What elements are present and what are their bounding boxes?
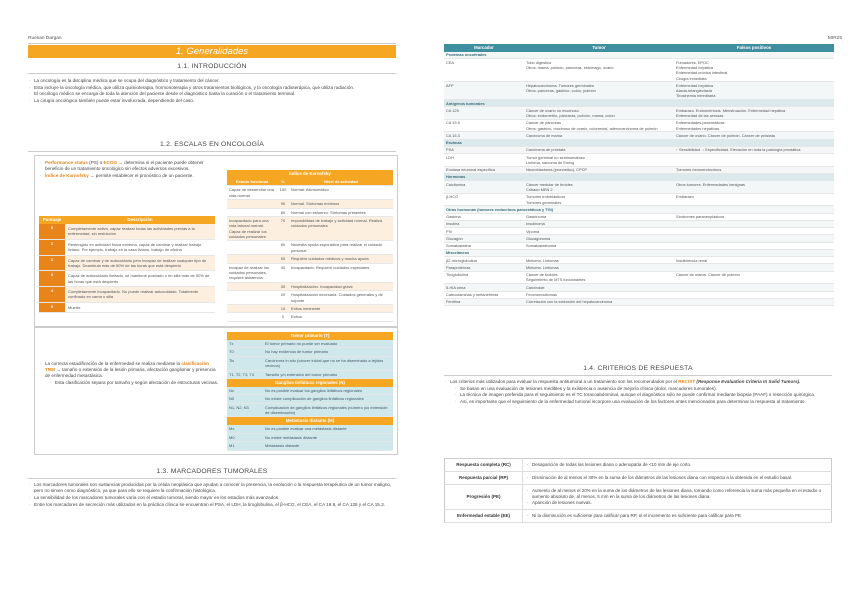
marker-name: PSA bbox=[444, 146, 524, 153]
intro-item: · Esta incluye la oncología médica, que utiliza quimioterapia, hormonoterapia y otros tratamientos biológicos, y la oncología radioterápica, que utiliza radiación. bbox=[28, 85, 396, 91]
ecog-table bbox=[39, 216, 215, 313]
table-row bbox=[227, 433, 393, 441]
ecog-description: Restringido en actividad física extrema, capaz de caminar y realizar trabajo liviano. Por ejemplo, trabajo en la casa liviano, trabajo de oficina bbox=[65, 239, 215, 255]
ecog-grade: 1 bbox=[39, 239, 65, 255]
criteria-sublist bbox=[454, 386, 832, 406]
karnofsky-state bbox=[227, 255, 277, 263]
marker-name: β-HCG bbox=[444, 193, 524, 206]
karnofsky-term: Índice de Karnofsky bbox=[45, 172, 89, 178]
tnm-code: T1, T2, T3, T4 bbox=[227, 370, 263, 378]
karnofsky-state bbox=[227, 304, 277, 312]
marker-tumor: Feocromocitomas bbox=[524, 291, 674, 298]
karnofsky-activity: Requiere cuidados médicos y mucha ayuda bbox=[289, 255, 393, 263]
marker-category: Otras hormonas (tumores endocrinos pancreáticos y TGI) bbox=[444, 206, 834, 213]
section-marcadores: 1.3. MARCADORES TUMORALES bbox=[156, 468, 268, 475]
marker-name: CEA bbox=[444, 59, 524, 82]
tnm-description: No existe metástasis distante bbox=[263, 433, 393, 441]
karnofsky-activity: Hospitalización necesaria. Cuidados generales y de soporte bbox=[289, 291, 393, 305]
marker-false-positive: Tumores neuroendocrinos bbox=[674, 166, 834, 173]
ecog-grade: 2 bbox=[39, 255, 65, 271]
karnofsky-state bbox=[227, 282, 277, 290]
marker-name: CA 15.3 bbox=[444, 132, 524, 139]
marker-tumor: Insulinoma bbox=[524, 220, 674, 227]
tnm-code: M1 bbox=[227, 442, 263, 450]
markers-header: Tumor bbox=[524, 44, 674, 52]
karnofsky-percent: 60 bbox=[277, 241, 289, 255]
table-row bbox=[444, 235, 834, 242]
karnofsky-state: Incapaz de realizar los cuidados personales, requiere asistencia bbox=[227, 263, 277, 282]
marker-tumor: Mieloma. Linfomas bbox=[524, 257, 674, 264]
marker-false-positive bbox=[674, 242, 834, 249]
marker-tumor: Carcinoma de próstata bbox=[524, 146, 674, 153]
karnofsky-activity: Normal. Síntomas mínimos bbox=[289, 200, 393, 208]
marker-item: · La sensibilidad de los marcadores tumorales varía con el estadio tumoral, siendo mayor en los estadios más avanzados. bbox=[28, 495, 396, 501]
table-row bbox=[444, 146, 834, 153]
tnm-code: T0 bbox=[227, 348, 263, 356]
marker-category-row bbox=[444, 249, 834, 256]
karnofsky-percent: 40 bbox=[277, 263, 289, 282]
table-row bbox=[444, 82, 834, 100]
marker-tumor: Tumor germinal no seminomatoso Linfoma, sarcoma de Ewing bbox=[524, 154, 674, 167]
tnm-text-a: La correcta estadificación de la enfermedad se realiza mediante la bbox=[45, 361, 182, 366]
recist-full: (Response Evaluation Criteria In Solid Tumors). bbox=[695, 379, 801, 384]
karnofsky-activity: Imposibilidad de trabajo y actividad normal. Realiza cuidados personales bbox=[289, 216, 393, 241]
karnofsky-table bbox=[227, 170, 393, 322]
marker-category-row bbox=[444, 173, 834, 180]
marker-tumor: Tubo digestivo Otros: mama, pulmón, páncreas, estómago, ovario bbox=[524, 59, 674, 82]
marker-false-positive: Embarazo bbox=[674, 193, 834, 206]
tnm-code: Mx bbox=[227, 425, 263, 433]
marker-tumor: Correlación con la extensión del hepatocarcinoma bbox=[524, 298, 674, 305]
tnm-section-title: Ganglios linfáticos regionales (N) bbox=[227, 378, 393, 386]
table-row bbox=[445, 459, 832, 472]
marker-name: CA 19.9 bbox=[444, 119, 524, 132]
marker-false-positive: Insuficiencia renal bbox=[674, 257, 834, 264]
marker-category: Misceláneos bbox=[444, 249, 834, 256]
table-row bbox=[39, 224, 215, 239]
karnofsky-activity: Exitus inminente bbox=[289, 304, 393, 312]
marker-name: Paraproteínas bbox=[444, 264, 524, 271]
tnm-code: Tis bbox=[227, 356, 263, 370]
karnofsky-percent: 90 bbox=[277, 200, 289, 208]
tnm-description: Complicación de ganglios linfáticos regionales (número y/o extensión de diseminación) bbox=[263, 403, 393, 417]
ecog-description: Completamente incapacitado. No puede realizar autocuidado. Totalmente confinado en cama o silla bbox=[65, 287, 215, 303]
response-definition: · Aumento de al menos el 20% en la suma de los diámetros de las lesiones diana, tomando como referencia la suma más pequeña en el estudio o aumento absoluto de, al menos, 5 mm en la suma de los diámetros de las lesiones diana. · Aparición de lesiones nuevas. bbox=[523, 485, 832, 510]
tnm-description: Metástasis distante bbox=[263, 442, 393, 450]
marker-false-positive: Cáncer de mama. Cáncer de pulmón bbox=[674, 271, 834, 284]
marker-tumor: Carcinoide bbox=[524, 284, 674, 291]
marker-tumor: Tumores trofoblásticos Tumores germinales bbox=[524, 193, 674, 206]
ecog-header-score: Puntuaje bbox=[39, 216, 65, 224]
marker-category: Hormonas bbox=[444, 173, 834, 180]
karnofsky-percent: 50 bbox=[277, 255, 289, 263]
marker-category-row bbox=[444, 206, 834, 213]
intro-item: · La cirugía oncológica también puede estar involucrada, dependiendo del caso. bbox=[28, 98, 396, 104]
marker-name: Enolasa neuronal específica bbox=[444, 166, 524, 173]
response-type: Respuesta completa (RC) bbox=[445, 459, 523, 472]
marker-false-positive bbox=[674, 220, 834, 227]
ecog-term: ECOG bbox=[103, 160, 118, 165]
marker-false-positive bbox=[674, 235, 834, 242]
marker-name: Somatostatina bbox=[444, 242, 524, 249]
ecog-grade: 4 bbox=[39, 287, 65, 303]
tnm-text-d: Esta clasificación separa por tamaño y según afectación de estructuras vecinas. bbox=[55, 380, 219, 386]
marker-category: Proteínas oncofetales bbox=[444, 52, 834, 59]
criteria-item: · La técnica de imagen preferida para el seguimiento es el TC toracoabdominal, aunque el diagnóstico sólo se puede confirmar mediante biopsia (PAAF) o resección quirúrgica. bbox=[454, 392, 832, 398]
table-row bbox=[39, 302, 215, 312]
marker-false-positive bbox=[674, 284, 834, 291]
marker-tumor: Carcinoma de mama bbox=[524, 132, 674, 139]
markers-header: Falsos positivos bbox=[674, 44, 834, 52]
karnofsky-percent: 20 bbox=[277, 291, 289, 305]
table-row bbox=[444, 291, 834, 298]
table-row bbox=[39, 239, 215, 255]
response-type: Respuesta parcial (RP) bbox=[445, 472, 523, 485]
criteria-text-a: Los criterios más utilizados para evaluar la respuesta antitumoral a un tratamiento son los recomendados por el bbox=[450, 379, 679, 384]
marker-name: LDH bbox=[444, 154, 524, 167]
marker-false-positive: ↑ Sensibilidad. ↓ Especificidad. Elevación en toda la patología prostática bbox=[674, 146, 834, 153]
tnm-text-c: → tamaño o extensión de la lesión primaria, afectación ganglionar y presencia de enfermedad metastásica. bbox=[45, 367, 216, 379]
tnm-description: No es posible evaluar los ganglios linfáticos regionales bbox=[263, 387, 393, 395]
marker-name: Catecolaminas y metanefrinas bbox=[444, 291, 524, 298]
marker-false-positive bbox=[674, 154, 834, 167]
marker-category-row bbox=[444, 100, 834, 107]
table-row bbox=[444, 107, 834, 120]
karnofsky-header: Nivel de actividad bbox=[289, 178, 393, 186]
table-row bbox=[444, 298, 834, 305]
ecog-grade: 0 bbox=[39, 224, 65, 239]
marker-category: Antígenos tumorales bbox=[444, 100, 834, 107]
marker-false-positive: Enfermedad hepática Ataxia-telangiectasia Tirosinemia hereditaria bbox=[674, 82, 834, 100]
tnm-code: N0 bbox=[227, 395, 263, 403]
table-row bbox=[227, 255, 393, 263]
markers-header: Marcador bbox=[444, 44, 524, 52]
karnofsky-state bbox=[227, 241, 277, 255]
table-row bbox=[227, 186, 393, 200]
marker-tumor: Mieloma. Linfomas bbox=[524, 264, 674, 271]
table-row bbox=[227, 403, 393, 417]
table-row bbox=[444, 284, 834, 291]
marker-name: PIV bbox=[444, 228, 524, 235]
karnofsky-state: Capaz de desarrollar una vida normal bbox=[227, 186, 277, 200]
recist-term: RECIST bbox=[678, 379, 696, 384]
table-row bbox=[227, 442, 393, 450]
intro-item: · La oncología es la disciplina médica que se ocupa del diagnóstico y tratamiento del cáncer. bbox=[28, 78, 396, 84]
table-row bbox=[227, 356, 393, 370]
markers-list bbox=[28, 482, 396, 508]
karnofsky-percent: 100 bbox=[277, 186, 289, 200]
table-row bbox=[227, 313, 393, 321]
karnofsky-activity: Hospitalización. Incapacidad grave bbox=[289, 282, 393, 290]
table-row bbox=[227, 263, 393, 282]
table-row bbox=[227, 425, 393, 433]
marker-false-positive bbox=[674, 298, 834, 305]
table-row bbox=[444, 213, 834, 220]
tnm-description: El tumor primario no puede ser evaluado bbox=[263, 340, 393, 348]
karnofsky-activity: Normal. Asintomático bbox=[289, 186, 393, 200]
table-row bbox=[444, 119, 834, 132]
karnofsky-percent: 30 bbox=[277, 282, 289, 290]
chapter-title: 1. Generalidades bbox=[28, 45, 396, 58]
table-row bbox=[39, 255, 215, 271]
karnofsky-activity: Exitus bbox=[289, 313, 393, 321]
table-row bbox=[444, 228, 834, 235]
marker-name: Insulina bbox=[444, 220, 524, 227]
marker-false-positive bbox=[674, 291, 834, 298]
marker-name: Gastrina bbox=[444, 213, 524, 220]
table-row bbox=[227, 387, 393, 395]
response-type: Progresión (PE) bbox=[445, 485, 523, 510]
tnm-box bbox=[34, 327, 398, 455]
marker-false-positive bbox=[674, 264, 834, 271]
marker-false-positive: Enfermedades pancreáticas Enfermedades hepáticas bbox=[674, 119, 834, 132]
marker-category-row bbox=[444, 52, 834, 59]
table-row bbox=[444, 264, 834, 271]
markers-table bbox=[444, 44, 834, 306]
table-row bbox=[445, 485, 832, 510]
table-row bbox=[39, 271, 215, 287]
ecog-description: Capaz de autocuidado limitado, se mantiene postrado o en silla más de 50% de las horas que está despierto bbox=[65, 271, 215, 287]
marker-name: Glucagón bbox=[444, 235, 524, 242]
karnofsky-percent: 70 bbox=[277, 216, 289, 241]
table-row bbox=[444, 181, 834, 194]
table-row bbox=[444, 166, 834, 173]
karnofsky-state: Incapacitado para una vida laboral normal. Capaz de realizar los cuidados personales bbox=[227, 216, 277, 241]
marker-tumor: Neuroblastoma (pronóstico), CPCP bbox=[524, 166, 674, 173]
ecog-description: Completamente activo, capaz realizar todas las actividades previas a la enfermedad, sin restricción bbox=[65, 224, 215, 239]
marker-name: CA 125 bbox=[444, 107, 524, 120]
marker-false-positive: Cáncer de ovario. Cáncer de pulmón. Cáncer de próstata bbox=[674, 132, 834, 139]
right-page bbox=[424, 0, 848, 599]
section-criterios: 1.4. CRITERIOS DE RESPUESTA bbox=[583, 365, 693, 372]
marker-tumor: Cáncer de ovario no mucinoso Otros: endometrio, páncreas, pulmón, mama, colon bbox=[524, 107, 674, 120]
karnofsky-header: Estado funcional bbox=[227, 178, 277, 186]
table-row bbox=[444, 59, 834, 82]
tnm-code: Nx bbox=[227, 387, 263, 395]
karnofsky-header: % bbox=[277, 178, 289, 186]
criteria-item: · Así, es importante que el seguimiento de la enfermedad tumoral incorpore una evaluación de los factores antes mencionados para determinar la respuesta al tratamiento. bbox=[454, 399, 832, 405]
marker-false-positive: Síndromes paraneoplásicos bbox=[674, 213, 834, 220]
karnofsky-title: Índice de Karnofsky bbox=[227, 170, 393, 178]
table-row bbox=[444, 220, 834, 227]
ecog-grade: 5 bbox=[39, 302, 65, 312]
tnm-description: Tamaño y/o extensión del tumor primario bbox=[263, 370, 393, 378]
table-row bbox=[227, 200, 393, 208]
table-row bbox=[444, 257, 834, 264]
marker-name: β2-microglobulina bbox=[444, 257, 524, 264]
table-row bbox=[444, 242, 834, 249]
marker-item: · Entre los marcadores de secreción más utilizados en la práctica clínica se encuentran el PSA, el LDH, la tiroglobulina, el β-HCG, el CEA, el CA 19.9, el CA 125 y el CA 15.3. bbox=[28, 502, 396, 508]
criteria-item: · Se basan en una evaluación de lesiones medibles y la existencia o ausencia de mejoría clínica (dolor, marcadores tumorales). bbox=[454, 386, 832, 392]
table-row bbox=[39, 287, 215, 303]
table-row bbox=[445, 472, 832, 485]
karnofsky-description: → permite establecer el pronóstico de un paciente. bbox=[88, 172, 194, 178]
table-row bbox=[444, 193, 834, 206]
marker-category: Enzimas bbox=[444, 139, 834, 146]
table-row bbox=[444, 271, 834, 284]
intro-list bbox=[28, 78, 396, 105]
ps-text: (PS) o bbox=[87, 160, 104, 165]
table-row bbox=[227, 340, 393, 348]
table-row bbox=[227, 395, 393, 403]
karnofsky-activity: Necesita ayuda esporádica para realizar el cuidado personal bbox=[289, 241, 393, 255]
marker-name: Tiroglobulina bbox=[444, 271, 524, 284]
table-row bbox=[227, 370, 393, 378]
table-row bbox=[227, 348, 393, 356]
marker-tumor: Cáncer medular de tiroides Cribado MEN 2 bbox=[524, 181, 674, 194]
karnofsky-percent: 10 bbox=[277, 304, 289, 312]
intro-item: · El oncólogo médico se encarga de toda la atención del paciente desde el diagnóstico hasta la curación o el tratamiento terminal. bbox=[28, 91, 396, 97]
marker-tumor: Hepatocarcinoma. Tumores germinales Otros: páncreas, gástrico, colon, pulmón bbox=[524, 82, 674, 100]
karnofsky-state bbox=[227, 208, 277, 216]
marker-false-positive bbox=[674, 228, 834, 235]
table-row bbox=[227, 291, 393, 305]
table-row bbox=[227, 282, 393, 290]
ecog-description: Capaz de caminar y de autocuidado pero incapaz de realizar cualquier tipo de trabajo. Deambula más de 50% de las horas que está despierto bbox=[65, 255, 215, 271]
criteria-text bbox=[444, 379, 832, 406]
karnofsky-activity: Normal con esfuerzo. Síntomas presentes bbox=[289, 208, 393, 216]
ecog-header-desc: Descripción bbox=[65, 216, 215, 224]
marker-tumor: Cáncer de páncreas Otros: gástrico, mucinoso de ovario, colorrectal, adenocarcinoma de pulmón bbox=[524, 119, 674, 132]
tnm-term: clasificación TNM bbox=[45, 361, 209, 373]
table-row bbox=[227, 216, 393, 241]
tnm-table bbox=[227, 332, 393, 451]
marker-false-positive: Fumadores, EPOC Enfermedad hepática Enfermedad crónica intestinal Cirugía inmediata bbox=[674, 59, 834, 82]
marker-name: 5-HIA orina bbox=[444, 284, 524, 291]
tnm-code: M0 bbox=[227, 433, 263, 441]
response-table bbox=[444, 458, 832, 523]
marker-tumor: Gastrinoma bbox=[524, 213, 674, 220]
tnm-code: Tx bbox=[227, 340, 263, 348]
ps-description: → determina si el paciente puede obtener beneficio de un tratamiento oncológico sin efectos adversos excesivos. bbox=[45, 160, 204, 172]
marker-name: AFP bbox=[444, 82, 524, 100]
karnofsky-state bbox=[227, 200, 277, 208]
marker-name: Calcitonina bbox=[444, 181, 524, 194]
response-type: Enfermedad estable (EE) bbox=[445, 510, 523, 523]
table-row bbox=[227, 241, 393, 255]
code-header: MIR25 bbox=[827, 36, 842, 41]
table-row bbox=[444, 132, 834, 139]
table-row bbox=[227, 304, 393, 312]
tnm-text bbox=[39, 361, 219, 387]
table-row bbox=[444, 154, 834, 167]
tnm-description: No es posible evaluar una metástasis distante bbox=[263, 425, 393, 433]
scales-list bbox=[39, 160, 219, 180]
author-header: Ruesan Dargan bbox=[28, 36, 62, 41]
karnofsky-state bbox=[227, 313, 277, 321]
marker-tumor: Somatostatinoma bbox=[524, 242, 674, 249]
marker-item: · Los marcadores tumorales son sustancias producidas por la célula neoplásica que ayudan a conocer la presencia, la evolución o la respuesta terapéutica de un tumor maligno, pero no sirven como diagnóstico, ya que para ello se requiere la confirmación histológica. bbox=[28, 482, 396, 494]
marker-tumor: Vipoma bbox=[524, 228, 674, 235]
table-row bbox=[227, 208, 393, 216]
response-definition: · Desaparición de todas las lesiones diana o adenopatía de <10 mm de eje corto. bbox=[523, 459, 832, 472]
tnm-code: N1, N2, N3 bbox=[227, 403, 263, 417]
ecog-grade: 3 bbox=[39, 271, 65, 287]
karnofsky-activity: Incapacitado. Requiere cuidados especiales bbox=[289, 263, 393, 282]
marker-false-positive: Otros tumores. Enfermedades benignas bbox=[674, 181, 834, 194]
marker-false-positive: Embarazo. Endometriosis. Menstruación. Enfermedad hepática Enfermedad de las serosas bbox=[674, 107, 834, 120]
karnofsky-state bbox=[227, 291, 277, 305]
response-definition: · Ni la disminución es suficiente para calificar para RP, ni el incremento es suficiente para calificar para PE. bbox=[523, 510, 832, 523]
marker-tumor: Cáncer de tiroides Seguimiento de MTS funcionantes bbox=[524, 271, 674, 284]
response-definition: · Disminución de al menos el 30% en la suma de los diámetros de las lesiones diana con respecto a la obtenida en el estudio basal. bbox=[523, 472, 832, 485]
section-escalas: 1.2. ESCALAS EN ONCOLOGÍA bbox=[160, 141, 264, 148]
karnofsky-percent: 80 bbox=[277, 208, 289, 216]
table-row bbox=[445, 510, 832, 523]
marker-tumor: Glucagonoma bbox=[524, 235, 674, 242]
performance-status-term: Performance status bbox=[45, 160, 88, 165]
tnm-section-title: Tumor primario (T) bbox=[227, 332, 393, 340]
marker-name: Ferritina bbox=[444, 298, 524, 305]
ecog-description: Muerte bbox=[65, 302, 215, 312]
tnm-description: Carcinoma in situ (cáncer inicial que no se ha diseminado a tejidos vecinos) bbox=[263, 356, 393, 370]
tnm-description: No existe complicación de ganglios linfáticos regionales bbox=[263, 395, 393, 403]
tnm-section-title: Metástasis distante (M) bbox=[227, 417, 393, 425]
marker-category-row bbox=[444, 139, 834, 146]
tnm-description: No hay evidencia de tumor primario bbox=[263, 348, 393, 356]
section-introduccion: 1.1. INTRODUCCIÓN bbox=[177, 63, 247, 70]
karnofsky-percent: 0 bbox=[277, 313, 289, 321]
escalas-box bbox=[34, 155, 398, 327]
